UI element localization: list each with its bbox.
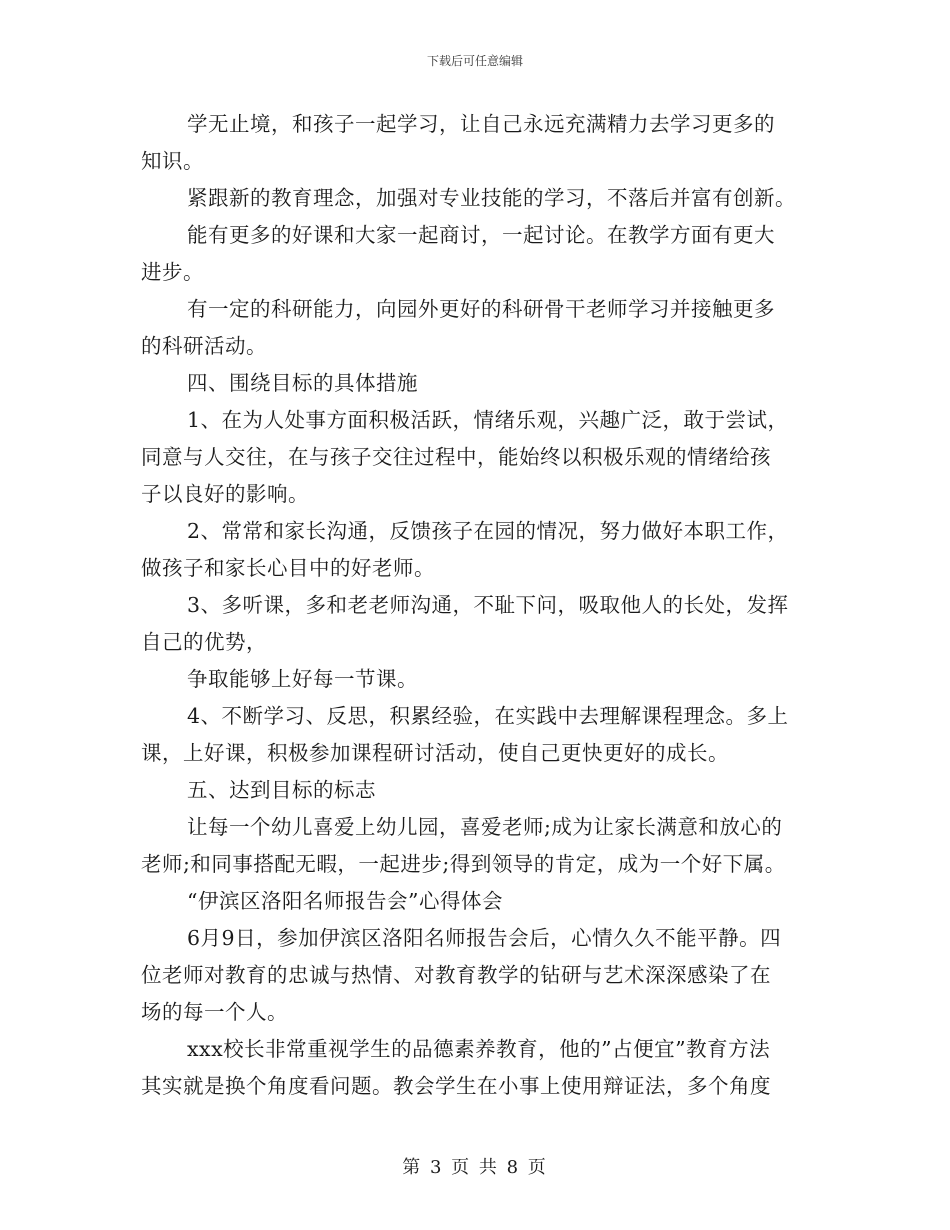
document-body: [141, 106, 813, 1105]
text-line: 做孩子和家长心目中的好老师。: [141, 556, 435, 580]
text-line: 的科研活动。: [141, 334, 267, 358]
text-line: 学无止境，和孩子一起学习，让自己永远充满精力去学习更多的: [187, 112, 775, 136]
page-footer: 第 3 页 共 8 页: [402, 1157, 548, 1178]
text-line: xxx校长非常重视学生的品德素养教育，他的”占便宜”教育方法: [187, 1037, 771, 1061]
text-line: 2、常常和家长沟通，反馈孩子在园的情况，努力做好本职工作，: [187, 519, 789, 543]
text-line: 子以良好的影响。: [141, 482, 309, 506]
text-line: 位老师对教育的忠诚与热情、对教育教学的钻研与艺术深深感染了在: [141, 963, 771, 987]
text-line: 知识。: [141, 149, 204, 173]
text-line: 四、围绕目标的具体措施: [187, 371, 418, 395]
text-line: 4、不断学习、反思，积累经验，在实践中去理解课程理念。多上: [187, 704, 789, 728]
text-line: 五、达到目标的标志: [187, 778, 376, 802]
text-line: 能有更多的好课和大家一起商讨，一起讨论。在教学方面有更大: [187, 223, 775, 247]
page-header: 下载后可任意编辑: [426, 54, 523, 68]
text-line: “伊滨区洛阳名师报告会”心得体会: [187, 889, 503, 913]
text-line: 其实就是换个角度看问题。教会学生在小事上使用辩证法，多个角度: [141, 1074, 771, 1098]
text-line: 同意与人交往，在与孩子交往过程中，能始终以积极乐观的情绪给孩: [141, 445, 771, 469]
text-line: 课，上好课，积极参加课程研讨活动，使自己更快更好的成长。: [141, 741, 729, 765]
text-line: 老师;和同事搭配无暇，一起进步;得到领导的肯定，成为一个好下属。: [141, 852, 786, 876]
text-line: 6月9日，参加伊滨区洛阳名师报告会后，心情久久不能平静。四: [187, 926, 782, 950]
text-line: 自己的优势，: [141, 630, 267, 654]
text-line: 紧跟新的教育理念，加强对专业技能的学习，不落后并富有创新。: [187, 186, 796, 210]
text-line: 3、多听课，多和老老师沟通，不耻下问，吸取他人的长处，发挥: [187, 593, 789, 617]
text-line: 有一定的科研能力，向园外更好的科研骨干老师学习并接触更多: [187, 297, 775, 321]
text-line: 1、在为人处事方面积极活跃，情绪乐观，兴趣广泛，敢于尝试，: [187, 408, 789, 432]
text-line: 进步。: [141, 260, 204, 284]
text-line: 场的每一个人。: [141, 1000, 288, 1024]
text-line: 争取能够上好每一节课。: [187, 667, 418, 691]
text-line: 让每一个幼儿喜爱上幼儿园，喜爱老师;成为让家长满意和放心的: [187, 815, 783, 839]
